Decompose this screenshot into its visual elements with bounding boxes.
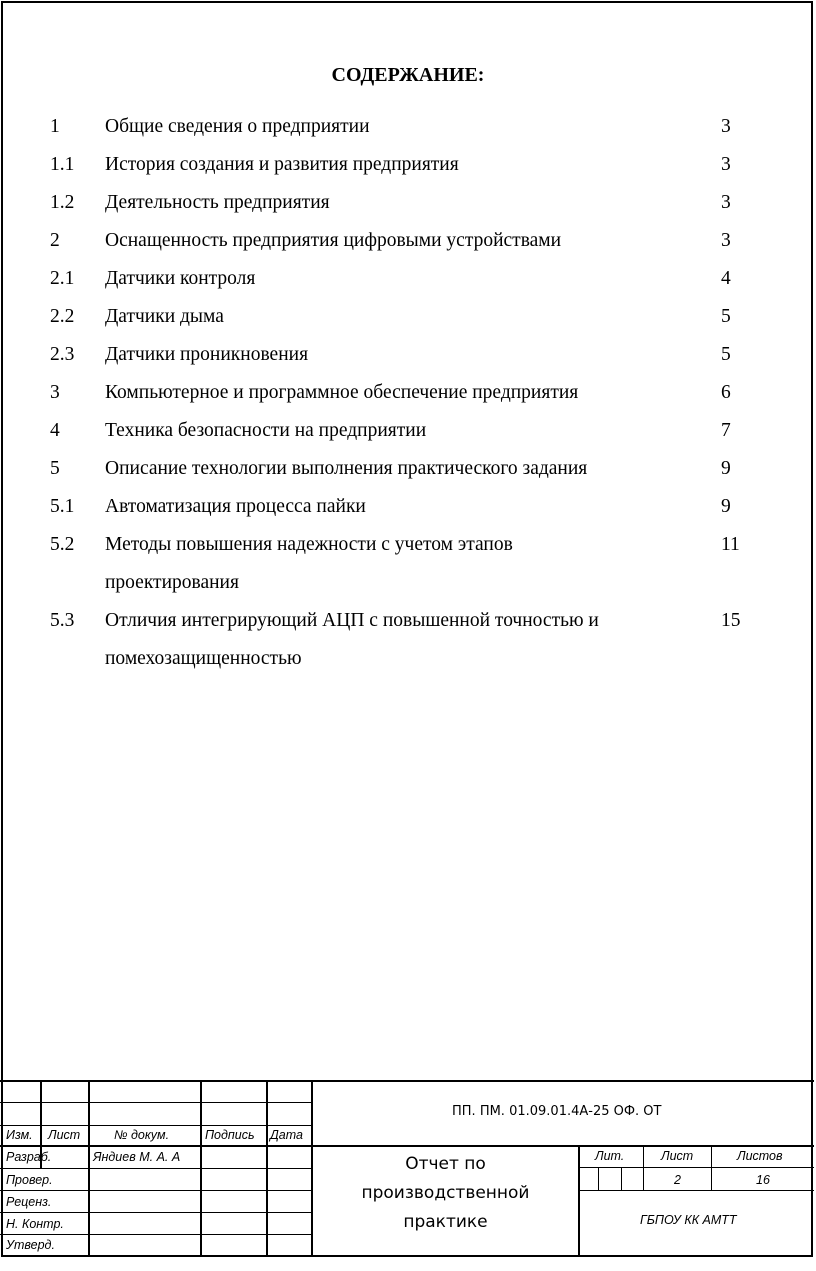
- divider: [711, 1145, 712, 1190]
- document-title-line: Отчет по: [405, 1154, 486, 1174]
- toc-number: 5.3: [50, 610, 75, 631]
- role-reviewer: Реценз.: [6, 1195, 52, 1209]
- role-approver: Утверд.: [6, 1238, 55, 1252]
- toc-page: 3: [721, 154, 731, 175]
- divider: [598, 1168, 599, 1190]
- developer-name: Яндиев М. А. А: [93, 1150, 181, 1164]
- toc-page: 9: [721, 496, 731, 517]
- toc-text: Отличия интегрирующий АЦП с повышенной точностью и: [105, 610, 599, 631]
- toc-text: Компьютерное и программное обеспечение предприятия: [105, 382, 579, 403]
- toc-text: Техника безопасности на предприятии: [105, 420, 427, 441]
- header-date: Дата: [270, 1128, 303, 1142]
- toc-text: Датчики контроля: [105, 268, 256, 289]
- toc-number: 1: [50, 116, 60, 137]
- divider: [88, 1080, 90, 1256]
- sheets-total: 16: [756, 1173, 770, 1187]
- role-developer: Разраб.: [6, 1150, 52, 1164]
- header-izm: Изм.: [6, 1128, 33, 1142]
- toc-text: Деятельность предприятия: [105, 192, 330, 213]
- toc-page: 3: [721, 116, 731, 137]
- page-title: СОДЕРЖАНИЕ:: [331, 64, 485, 86]
- toc-page: 6: [721, 382, 731, 403]
- sheet-number: 2: [674, 1173, 681, 1187]
- toc-page: 11: [721, 534, 740, 555]
- divider: [0, 1080, 814, 1082]
- document-code: ПП. ПМ. 01.09.01.4А-25 ОФ. ОТ: [452, 1104, 662, 1119]
- role-checker: Провер.: [6, 1173, 53, 1187]
- toc-page: 3: [721, 192, 731, 213]
- toc-page: 15: [721, 610, 741, 631]
- toc-page: 7: [721, 420, 731, 441]
- organization: ГБПОУ КК АМТТ: [640, 1213, 737, 1227]
- divider: [266, 1080, 268, 1256]
- divider: [643, 1145, 644, 1190]
- toc-text: Датчики проникновения: [105, 344, 309, 365]
- toc-number: 1.1: [50, 154, 75, 175]
- toc-page: 9: [721, 458, 731, 479]
- toc-text: Датчики дыма: [105, 306, 224, 327]
- toc-number: 5.2: [50, 534, 75, 555]
- toc-text: помехозащищенностью: [105, 648, 302, 669]
- toc-number: 5.1: [50, 496, 75, 517]
- toc-number: 4: [50, 420, 60, 441]
- divider: [621, 1168, 622, 1190]
- toc-number: 5: [50, 458, 60, 479]
- document-title-line: производственной: [361, 1183, 530, 1203]
- toc-text: Оснащенность предприятия цифровыми устройствами: [105, 230, 562, 251]
- toc-number: 2: [50, 230, 60, 251]
- label-sheets-total: Листов: [737, 1149, 783, 1163]
- toc-number: 3: [50, 382, 60, 403]
- header-doc-number: № докум.: [114, 1128, 170, 1142]
- toc-page: 3: [721, 230, 731, 251]
- header-signature: Подпись: [205, 1128, 255, 1142]
- label-letter: Лит.: [595, 1149, 625, 1163]
- toc-number: 2.3: [50, 344, 75, 365]
- toc-text: Общие сведения о предприятии: [105, 116, 370, 137]
- title-block: [0, 1080, 814, 1258]
- toc-text: История создания и развития предприятия: [105, 154, 459, 175]
- toc-text: Автоматизация процесса пайки: [105, 496, 366, 517]
- toc-number: 1.2: [50, 192, 75, 213]
- toc-text: проектирования: [105, 572, 239, 593]
- role-norm-control: Н. Контр.: [6, 1217, 64, 1231]
- document-title-line: практике: [403, 1212, 488, 1232]
- divider: [578, 1167, 814, 1168]
- divider: [578, 1190, 814, 1191]
- header-list: Лист: [48, 1128, 81, 1142]
- divider: [0, 1145, 814, 1147]
- toc-page: 4: [721, 268, 731, 289]
- document-title: [313, 1150, 578, 1237]
- label-sheet: Лист: [661, 1149, 694, 1163]
- divider: [200, 1080, 202, 1256]
- toc-page: 5: [721, 344, 731, 365]
- toc-text: Методы повышения надежности с учетом этапов: [105, 534, 513, 555]
- toc-text: Описание технологии выполнения практического задания: [105, 458, 588, 479]
- divider: [578, 1145, 580, 1256]
- toc-page: 5: [721, 306, 731, 327]
- toc-number: 2.1: [50, 268, 75, 289]
- toc-number: 2.2: [50, 306, 75, 327]
